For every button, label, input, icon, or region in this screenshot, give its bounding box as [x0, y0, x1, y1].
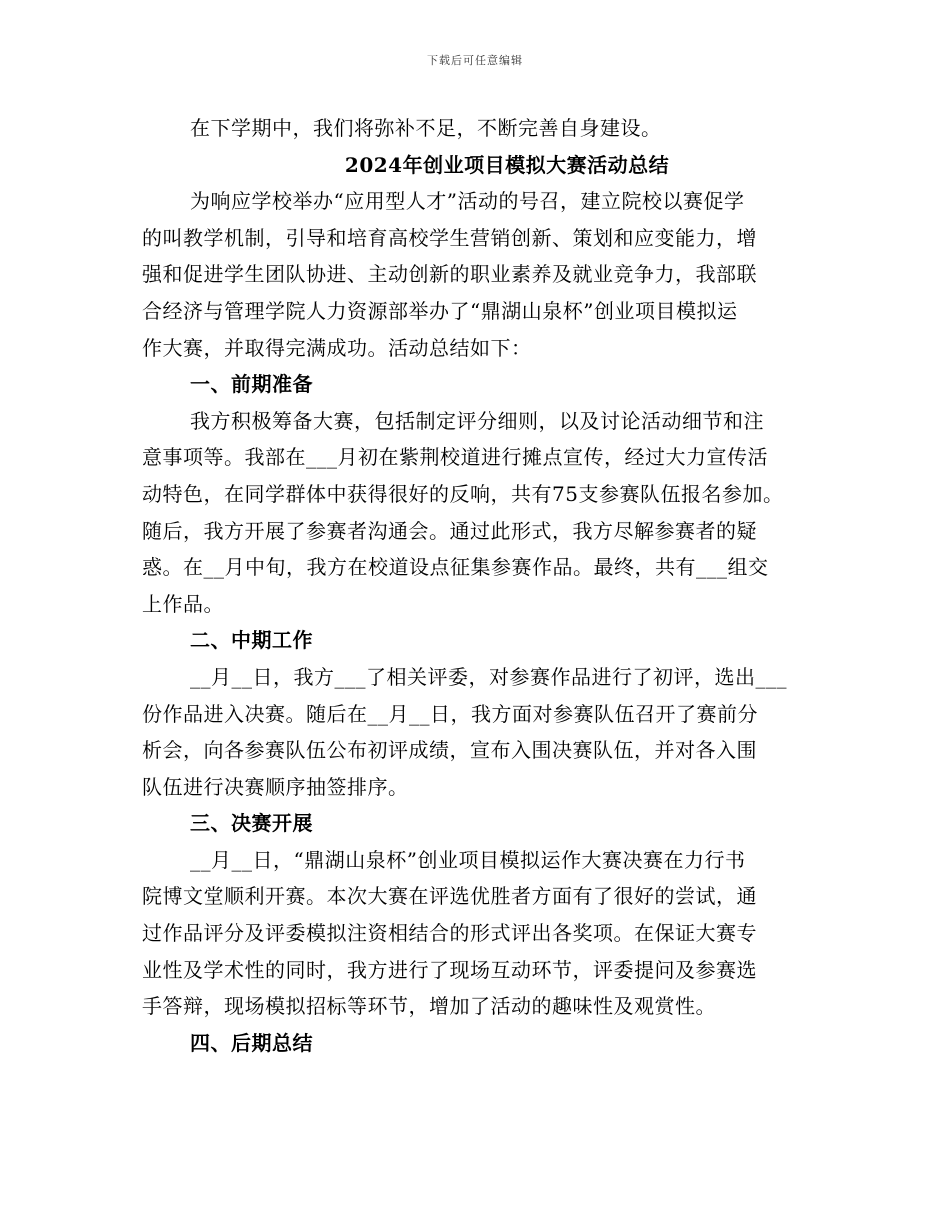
paragraph-line: 合经济与管理学院人力资源部举办了“鼎湖山泉杯”创业项目模拟运 [142, 298, 738, 323]
page-header-note: 下载后可任意编辑 [427, 54, 523, 67]
paragraph-line: 在下学期中，我们将弥补不足，不断完善自身建设。 [190, 116, 662, 140]
paragraph-line: 作大赛，并取得完满成功。活动总结如下： [142, 335, 532, 360]
paragraph-line: 动特色，在同学群体中获得很好的反响，共有75支参赛队伍报名参加。 [142, 481, 784, 506]
section-heading: 一、前期准备 [190, 372, 313, 397]
section-heading: 四、后期总结 [190, 1030, 313, 1055]
paragraph-line: 强和促进学生团队协进、主动创新的职业素养及就业竞争力，我部联 [142, 262, 757, 287]
paragraph-line: 惑。在__月中旬，我方在校道设点征集参赛作品。最终，共有___组交 [142, 555, 769, 580]
paragraph-line: __月__日，“鼎湖山泉杯”创业项目模拟运作大赛决赛在力行书 [190, 847, 746, 872]
document-body [142, 110, 812, 1061]
section-heading: 二、中期工作 [190, 628, 313, 653]
paragraph-line: __月__日，我方___了相关评委，对参赛作品进行了初评，选出___ [190, 664, 787, 689]
paragraph-line: 析会，向各参赛队伍公布初评成绩，宣布入围决赛队伍，并对各入围 [142, 738, 757, 763]
paragraph-line: 意事项等。我部在___月初在紫荆校道进行摊点宣传，经过大力宣传活 [142, 445, 768, 470]
paragraph-line: 份作品进入决赛。随后在__月__日，我方面对参赛队伍召开了赛前分 [142, 701, 758, 726]
paragraph-line: 的叫教学机制，引导和培育高校学生营销创新、策划和应变能力，增 [142, 225, 757, 250]
section-heading: 三、决赛开展 [190, 811, 313, 836]
paragraph-line: 手答辩，现场模拟招标等环节，增加了活动的趣味性及观赏性。 [142, 994, 716, 1019]
paragraph-line: 上作品。 [142, 591, 224, 616]
paragraph-line: 为响应学校举办“应用型人才”活动的号召，建立院校以赛促学 [190, 189, 745, 214]
paragraph-line: 业性及学术性的同时，我方进行了现场互动环节，评委提问及参赛选 [142, 957, 757, 982]
paragraph-line: 队伍进行决赛顺序抽签排序。 [142, 774, 409, 799]
paragraph-line: 随后，我方开展了参赛者沟通会。通过此形式，我方尽解参赛者的疑 [142, 518, 757, 543]
paragraph-line: 院博文堂顺利开赛。本次大赛在评选优胜者方面有了很好的尝试，通 [142, 884, 757, 909]
document-title: 2024年创业项目模拟大赛活动总结 [344, 152, 670, 177]
paragraph-line: 过作品评分及评委模拟注资相结合的形式评出各奖项。在保证大赛专 [142, 921, 757, 946]
paragraph-line: 我方积极筹备大赛，包括制定评分细则，以及讨论活动细节和注 [190, 408, 764, 433]
